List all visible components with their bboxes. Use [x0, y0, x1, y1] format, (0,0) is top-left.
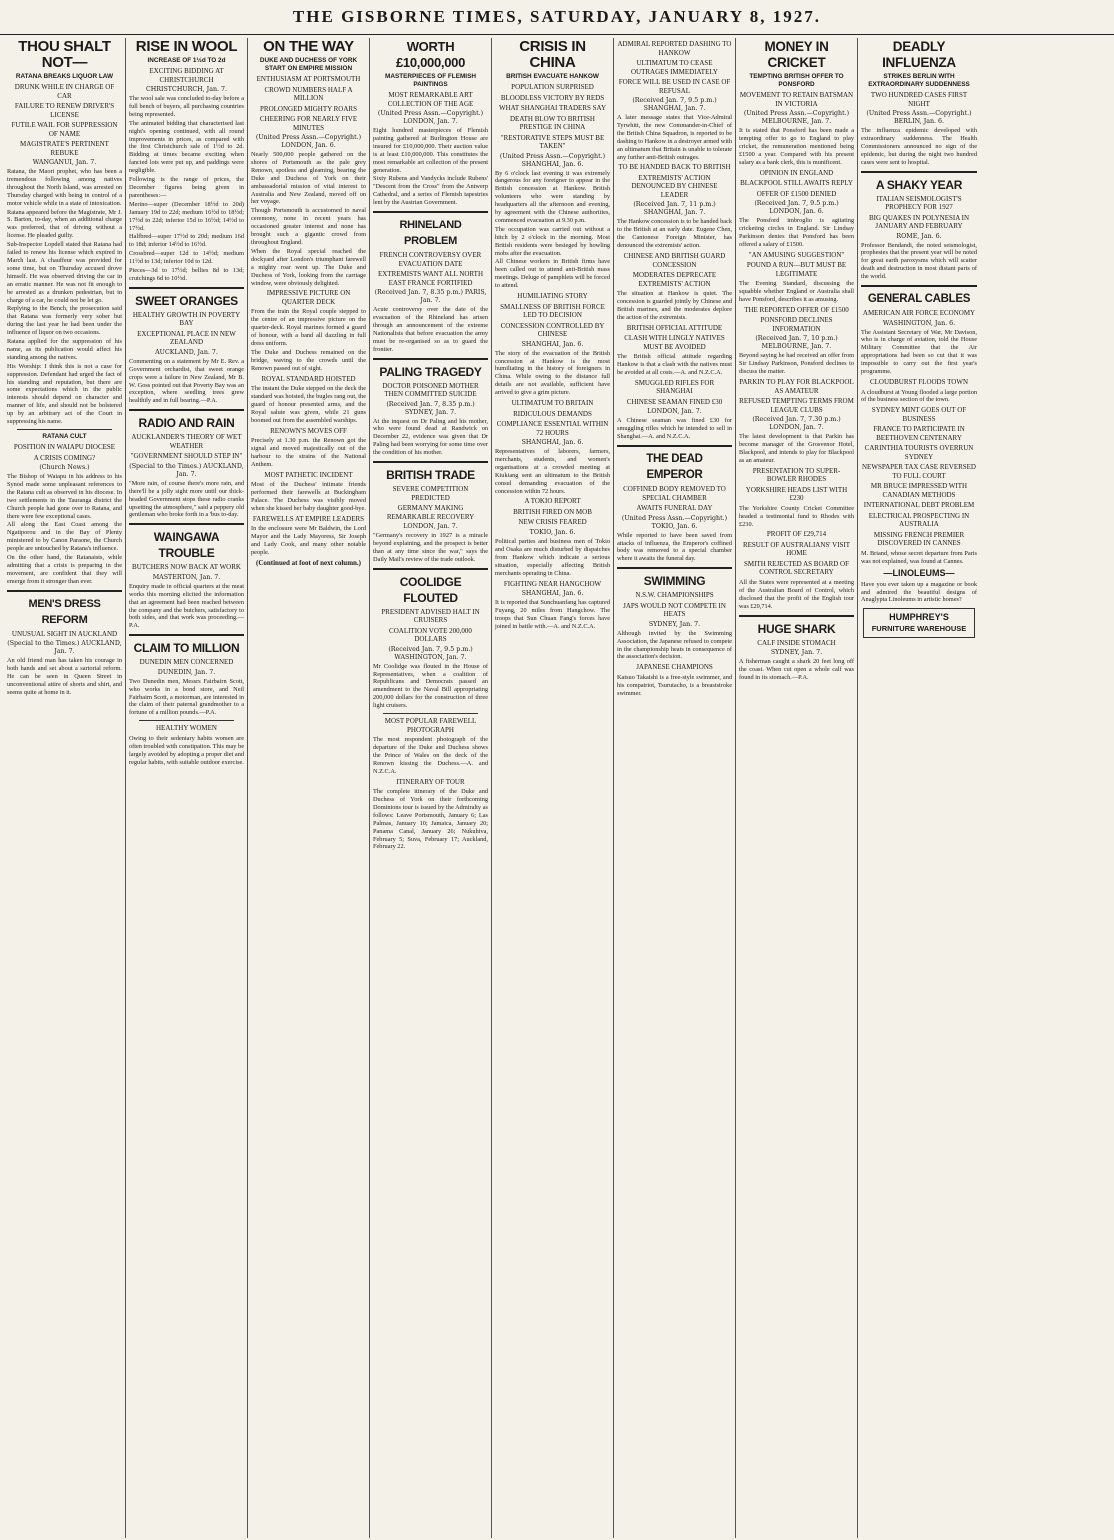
divider [739, 615, 854, 617]
headline: CLAIM TO MILLION [133, 641, 240, 656]
dateline: ROME, Jan. 6. [896, 232, 942, 240]
article-paragraph: It is reported that Sunchuanfang has captured Fuyang, 20 miles from Hangchow. The troops that Sun Chuan Fang's forces have joined in battle with.—A. and N.Z.C.A. [495, 599, 610, 630]
column-3 [248, 38, 370, 1538]
headline: ON THE WAY [263, 38, 354, 55]
deck: DUKE AND DUCHESS OF YORK START ON EMPIRE MISSION [259, 57, 358, 72]
article-paragraph: The story of the evacuation of the British concession at Hankow is the most humiliating in the history of foreigners in China. While owing to the distance full details are not available, sufficient have arrived to give a grim picture. [495, 349, 610, 397]
divider [861, 171, 977, 173]
article-paragraph: Enquiry made in official quarters at the meat works this morning elicited the information that an agreement had been reached between the company and the butchers, satisfactory to both sides, and that work was proceeding.—P.A. [129, 582, 244, 630]
article-paragraph: Ratana appeared before the Magistrate, Mr J. S. Barton, to-day, when an additional charge was preferred, that of driving without a license. He pleaded guilty. [7, 208, 122, 240]
deck: TEMPTING BRITISH OFFER TO PONSFORD [749, 73, 844, 88]
dateline: (Received Jan. 7, 9.5 p.m.) SHANGHAI, Jan. 7. [632, 97, 717, 112]
subheading: FUTILE WAIL FOR SUPPRESSION OF NAME [11, 121, 118, 138]
subheading: ADMIRAL REPORTED DASHING TO HANKOW [617, 40, 732, 57]
dateline: (Special to the Times.) AUCKLAND, Jan. 7. [7, 640, 122, 656]
headline: WAINGAWA TROUBLE [153, 530, 220, 561]
article-paragraph: The Evening Standard, discussing the squabble whether England or Australia shall have Ponsford, describes it as amusing. [739, 280, 854, 303]
subheading: BRITISH OFFICIAL ATTITUDE [626, 323, 723, 332]
article-paragraph: "Germany's recovery in 1927 is a miracle beyond explaining, and the prospect is better than at any time since the war," says the Daily Mail's review of the trade outlook. [373, 532, 488, 563]
subheading: CLASH WITH LINGLY NATIVES MUST BE AVOIDED [624, 334, 725, 351]
advertisement [863, 608, 975, 638]
subheading: POPULATION SURPRISED [511, 83, 594, 91]
article-paragraph: The Ponsford imbroglio is agitating cricketing circles in England. Sir Lindsay Parkinson denies that Ponsford has been offered a salary of £1500. [739, 217, 854, 248]
article-paragraph: By 6 o'clock last evening it was extremely dangerous for any foreigner to appear in the British concession at Hankow. British volunteers who were standing by headquarters all the afternoon and evening, by agreement with the Chinese authorities, commenced evacuation at 9.30 p.m. [495, 169, 610, 224]
deck: INCREASE OF 1½d TO 2d [147, 57, 226, 64]
headline: —LINOLEUMS— [883, 567, 955, 578]
article-paragraph: Have you ever taken up a magazine or book and admired the beautiful designs of Anaglypta Linoleums in artistic homes? [861, 580, 977, 604]
article-paragraph: Crossbred—super 12d to 14½d; medium 11½d to 13d; inferior 10d to 12d. [129, 250, 244, 266]
subheading: YORKSHIRE HEADS LIST WITH £230 [745, 485, 848, 503]
subheading: MISSING FRENCH PREMIER DISCOVERED IN CANNES [873, 530, 965, 548]
article-paragraph: The most respondent photograph of the departure of the Duke and Duchess shows the Prince of Wales on the deck of the Renown kissing the Duchess.—A. and N.Z.C.A. [373, 736, 488, 775]
advertiser-tagline: FURNITURE WAREHOUSE [871, 624, 967, 634]
article-paragraph: M. Briand, whose secret departure from Paris was not explained, was found at Cannes. [861, 549, 977, 565]
subheading: JAPANESE CHAMPIONS [636, 663, 713, 672]
headline: RHINELAND PROBLEM [399, 219, 462, 248]
subheading: BRITISH FIRED ON MOB [513, 507, 592, 516]
article-paragraph: The Assistant Secretary of War, Mr Davison, who is in charge of aviation, told the House Military Committee that the Air appropriations had been so cut that it was impossible to carry out the first year's programme. [861, 328, 977, 376]
subheading: MAGISTRATE'S PERTINENT REBUKE [20, 140, 109, 157]
column-5 [492, 38, 614, 1538]
subheading: COFFINED BODY REMOVED TO SPECIAL CHAMBER [623, 485, 726, 502]
subheading: RIDICULOUS DEMANDS [513, 409, 592, 418]
subheading: DRUNK WHILE IN CHARGE OF CAR [14, 83, 115, 100]
subheading: ITALIAN SEISMOLOGIST'S PROPHECY FOR 1927 [876, 194, 962, 212]
subheading: ULTIMATUM TO BRITAIN [511, 399, 594, 408]
article-paragraph: Most of the Duchess' intimate friends performed their farewells at Buckingham Palace. The Duchess was visibly moved when she kissed her baby daughter good-bye. [251, 481, 366, 513]
subheading: BLOODLESS VICTORY BY REDS [500, 93, 605, 102]
article-paragraph: At the inquest on Dr Paling and his mother, who were found dead at Randwick on December 22, evidence was given that Dr Paling had been worrying for some time over the condition of his mother. [373, 417, 488, 457]
subheading: CALF INSIDE STOMACH [757, 638, 836, 647]
article-paragraph: The complete itinerary of the Duke and Duchess of York on their forthcoming Dominions tour is issued by the Admiralty as follows: Leave Portsmouth, January 6; Las Palmas, January 10; Jamaica, January 20; Panama Canal, January 26; Nukuhiva, February 5; Suva, February 17; Auckland, February 22. [373, 788, 488, 851]
divider [373, 568, 488, 570]
dateline: WANGANUI, Jan. 7. [32, 159, 97, 166]
dateline: (Received Jan. 7, 9.5 p.m.) WASHINGTON, Jan. 7. [388, 645, 473, 661]
article-paragraph: A fisherman caught a shark 20 feet long off the coast. When cut open a whole calf was found in its stomach.—P.A. [739, 658, 854, 681]
subheading: HUMILIATING STORY [517, 292, 588, 301]
subheading: HEALTHY GROWTH IN POVERTY BAY [132, 310, 241, 328]
subheading: THE REPORTED OFFER OF £1500 [744, 305, 849, 314]
article-paragraph: Precisely at 1.30 p.m. the Renown got the signal and moved majestically out of the harbour to the strains of the National Anthem. [251, 437, 366, 468]
divider [17, 429, 112, 430]
subheading: FAREWELLS AT EMPIRE LEADERS [252, 514, 365, 523]
subheading: MOST PATHETIC INCIDENT [264, 470, 353, 479]
headline: MEN'S DRESS REFORM [28, 597, 101, 626]
article-paragraph: The Bishop of Waiapu in his address to his Synod made some unpleasant references to the Ratana cult as observed in his diocese. In two settlements in the Tauranga district the Church people had gone over to Ratana, and there were few exceptional cases. [7, 473, 122, 520]
subheading: NEWSPAPER TAX CASE REVERSED TO FULL COURT [862, 463, 976, 480]
subheading: SEVERE COMPETITION PREDICTED [392, 485, 469, 502]
subheading: SMITH REJECTED AS BOARD OF CONTROL SECRETARY [743, 559, 849, 577]
article-paragraph: The Duke and Duchess remained on the bridge, waving to the crowds until the Renown passed out of sight. [251, 348, 366, 372]
article-paragraph: An old friend man has taken his courage in both hands and set about a sartorial reform. He can be seen in Queen Street in unconventional attire of shorts and shirt, and seems quite at home in it. [7, 657, 122, 696]
subheading: CONCESSION CONTROLLED BY CHINESE [500, 321, 605, 339]
dateline: CHRISTCHURCH, Jan. 7. [145, 86, 228, 93]
subheading: NEW CRISIS FEARED [518, 518, 587, 527]
article-paragraph: Replying to the Bench, the prosecution said that Ratana was formerly very sober but during the last year he had been under the influence of liquor on two occasions. [7, 305, 122, 337]
article-paragraph: Eight hundred masterpieces of Flemish painting gathered at Burlington House are insured for £10,000,000. Their auction value is at least £10,000,000. This constitutes the most remarkable art collection of the present generation. [373, 127, 488, 174]
subheading: SMUGGLED RIFLES FOR SHANGHAI [634, 378, 715, 396]
article-paragraph: Sixty Rubens and Vandycks include Rubens' "Descent from the Cross" from the Antwerp Cathedral, and a series of Flemish tapestries lent by the Austrian Government. [373, 175, 488, 207]
subheading: N.S.W. CHAMPIONSHIPS [635, 591, 714, 600]
subheading: EXCEPTIONAL PLACE IN NEW ZEALAND [137, 329, 236, 347]
subheading: SMALLNESS OF BRITISH FORCE LED TO DECISION [500, 302, 605, 320]
subheading: PONSFORD DECLINES INFORMATION [760, 316, 833, 333]
subheading: BUTCHERS NOW BACK AT WORK [132, 563, 241, 572]
subheading: PARKIN TO PLAY FOR BLACKPOOL AS AMATEUR [739, 378, 854, 395]
dateline: SHANGHAI, Jan. 6. [521, 590, 584, 597]
subheading: MODERATES DEPRECATE EXTREMISTS' ACTION [632, 271, 717, 288]
subheading: "RESTORATIVE STEPS MUST BE TAKEN" [500, 133, 605, 150]
article-paragraph: Halfbred—super 17½d to 20d; medium 16d to 18d; inferior 14½d to 16½d. [129, 233, 244, 249]
subheading: CHINESE SEAMAN FINED £30 [626, 397, 723, 406]
divider [617, 567, 732, 569]
subheading: TWO HUNDRED CASES FIRST NIGHT [870, 91, 968, 108]
subheading: RENOWN'S MOVES OFF [270, 426, 347, 435]
article-paragraph: Though Portsmouth is accustomed to naval ceremony, none in recent years has occasioned greater interest and none has brought such a gigantic crowd from throughout England. [251, 207, 366, 246]
article-paragraph: Merino—super (December 18½d to 20d) January 19d to 22d; medium 16½d to 18½d; 17½d to 22d; inferior 15d to 16½d; 14½d to 17½d. [129, 200, 244, 232]
headline: SWIMMING [643, 574, 706, 589]
article-paragraph: On the other hand, the Ratanaists, while admitting that a crisis is preparing in the movement, are confident that they will emerge from it stronger than ever. [7, 554, 122, 585]
subheading: AUCKLANDER'S THEORY OF WET WEATHER [131, 433, 242, 450]
headline: THOU SHALT NOT— [18, 38, 111, 71]
dateline: (United Press Assn.—Copyright.) LONDON, Jan. 7. [377, 110, 484, 125]
divider [617, 445, 732, 447]
dateline: (Received Jan. 7, 9.5 p.m.) LONDON, Jan. 6. [754, 200, 839, 216]
article-paragraph: When the Royal special reached the dockyard after London's triumphant farewell a mighty roar went up. The Duke and Duchess of York, looking from the carriage window, were obviously delighted. [251, 247, 366, 287]
dateline: (Received Jan. 7, 11 p.m.) SHANGHAI, Jan. 7. [633, 201, 716, 217]
subheading: BLACKPOOL STILL AWAITS REPLY [740, 179, 853, 188]
article-paragraph: The wool sale was concluded to-day before a full bench of buyers, all purchasing countries being represented. [129, 95, 244, 118]
advertiser-name: HUMPHREY'S [889, 612, 949, 623]
subheading: REFUSED TEMPTING TERMS FROM LEAGUE CLUBS [739, 397, 854, 414]
subheading: ELECTRICAL PROSPECTING IN AUSTRALIA [868, 511, 970, 529]
article-paragraph: Following is the range of prices, the December figures being given in parentheses:— [129, 176, 244, 199]
subheading: ITINERARY OF TOUR [396, 777, 465, 786]
deck: RATANA BREAKS LIQUOR LAW [15, 73, 114, 80]
article-paragraph: From the train the Royal couple stepped to the centre of an impressive picture on the quarter-deck. Royal marines formed a guard of honour, with a band all dazzling in full dress uniform. [251, 308, 366, 348]
subheading: EXTREMISTS' ACTION DENOUNCED BY CHINESE LEADER [631, 173, 718, 199]
subheading: PRESENTATION TO SUPER-BOWLER RHODES [752, 466, 841, 484]
dateline: SHANGHAI, Jan. 6. [521, 439, 584, 447]
article-paragraph: The instant the Duke stepped on the deck the standard was hoisted, the bugles rang out, the guard of honour presented arms, and the Royal salute was given, while 21 guns boomed out from the assembled warships. [251, 385, 366, 424]
dateline: WASHINGTON, Jan. 6. [882, 319, 956, 327]
divider [139, 720, 234, 721]
headline: THE DEAD EMPEROR [646, 453, 703, 482]
dateline: SYDNEY, Jan. 7. [648, 620, 701, 628]
article-paragraph: In the enclosure were Mr Baldwin, the Lord Mayor and the Lady Mayoress, Sir Joseph and Lady Cook, and many other notable people. [251, 525, 366, 557]
subheading: COALITION VOTE 200,000 DOLLARS [389, 626, 472, 644]
dateline: SYDNEY, Jan. 7. [770, 649, 823, 657]
article-paragraph: The influenza epidemic developed with extraordinary suddenness. The Health Commissioners announced no sign of the epidemic, but during the night two hundred cases were sent to hospital. [861, 127, 977, 166]
continued-note: (Continued at foot of next column.) [256, 559, 361, 568]
headline: A SHAKY YEAR [875, 177, 963, 192]
subheading: FAILURE TO RENEW DRIVER'S LICENSE [14, 102, 115, 119]
dateline: (Church News.) [39, 464, 90, 471]
headline: COOLIDGE FLOUTED [399, 574, 462, 605]
column-2 [126, 38, 248, 1538]
masthead [0, 0, 1114, 35]
subheading: AMERICAN AIR FORCE ECONOMY [862, 309, 976, 318]
article-paragraph: A Chinese seaman was fined £30 for smuggling rifles which he intended to sell in Shanghai.—A. and N.Z.C.A. [617, 417, 732, 441]
article-paragraph: It is stated that Ponsford has been made a tempting offer to go to England to play cricket, the remuneration mentioned being £1500 a year. Compared with his present salary as a bank clerk, this is munificent. [739, 127, 854, 166]
headline: DEADLY INFLUENZA [882, 39, 956, 70]
subheading: MOST REMARKABLE ART COLLECTION OF THE AGE [387, 91, 474, 108]
subheading: JAPS WOULD NOT COMPETE IN HEATS [623, 601, 726, 619]
headline: SWEET ORANGES [135, 293, 238, 308]
subheading: OPINION IN ENGLAND [759, 168, 834, 177]
headline: RADIO AND RAIN [138, 416, 235, 431]
article-paragraph: Nearly 500,000 people gathered on the shores of Portsmouth as the pale grey Renown, spotless and gleaming, bearing the Duke and Duchess of York on their ambassadorial mission of vital interest to Australia and New Zealand, moved off on her voyage. [251, 151, 366, 206]
column-4 [370, 38, 492, 1538]
divider [373, 358, 488, 360]
article-paragraph: Katsuo Takaishi is a free-style swimmer, and his compatriot, Tsurutacho, is a breaststroke swimmer. [617, 673, 732, 697]
headline: MONEY IN CRICKET [764, 39, 829, 70]
article-paragraph: His Worship: I think this is not a case for suppression. Defendant had urged the fact of his standing and reputation, but there are some expectations which in the public interests should depend on character and manner of life, and should not be bolstered up by an arbitrary act of the Court in suppressing his name. [7, 362, 122, 426]
subheading: A TOKIO REPORT [524, 497, 581, 506]
subheading: CROWD NUMBERS HALF A MILLION [264, 85, 353, 102]
subheading: FORCE WILL BE USED IN CASE OF REFUSAL [618, 78, 731, 95]
subheading: EXTREMISTS WANT ALL NORTH EAST FRANCE FORTIFIED [377, 270, 484, 287]
article-paragraph: A cloudburst at Young flooded a large portion of the business section of the town. [861, 388, 977, 404]
divider [373, 461, 488, 463]
headline: RISE IN WOOL [135, 38, 238, 55]
subheading: FRENCH CONTROVERSY OVER EVACUATION DATE [379, 251, 482, 268]
article-paragraph: Mr Coolidge was flouted in the House of Representatives, when a coalition of Republicans and Democrats passed an amendment to the Naval Bill appropriating 200,000 dollars for the construction of three light cruisers. [373, 662, 488, 710]
dateline: (United Press Assn.—Copyright.) SHANGHAI, Jan. 6. [499, 152, 606, 168]
article-paragraph: Ratana, the Maori prophet, who has been a tremendous following among natives throughout the North Island, was arrested on Thursday charged with being in control of a motor vehicle while in a state of intoxication. [7, 168, 122, 207]
newspaper-columns [4, 38, 1110, 1538]
subheading: MR BRUCE IMPRESSED WITH CANADIAN METHODS [870, 482, 968, 499]
article-paragraph: The animated bidding that characterised last night's opening continued, with all round improvements in prices, as compared with the first Christchurch sale of 1½d to 2d. Bidding at times became exciting when fancied lots were put up, and paddings were negligible. [129, 119, 244, 175]
divider [373, 211, 488, 213]
subheading: SYDNEY MINT GOES OUT OF BUSINESS [871, 406, 967, 423]
article-paragraph: The British official attitude regarding Hankow is that a clash with the natives must be avoided at all costs.—A. and N.Z.C.A. [617, 353, 732, 376]
headline: BRITISH TRADE [386, 468, 475, 483]
article-paragraph: All the States were represented at a meeting of the Australian Board of Control, which disclosed that the profit of the English tour was £29,714. [739, 578, 854, 610]
subheading: MOVEMENT TO RETAIN BATSMAN IN VICTORIA [739, 91, 854, 108]
article-paragraph: While reported to have been saved from attacks of influenza, the Emperor's coffined body was removed to a special chamber where it awaits the funeral day. [617, 531, 732, 563]
column-7 [736, 38, 858, 1538]
dateline: TOKIO, Jan. 6. [529, 528, 576, 536]
subheading: DEATH BLOW TO BRITISH PRESTIGE IN CHINA [510, 114, 595, 131]
subheading: BIG QUAKES IN POLYNESIA IN JANUARY AND FEBRUARY [868, 213, 970, 231]
subheading: "AN AMUSING SUGGESTION" [748, 250, 845, 259]
article-paragraph: Beyond saying he had received an offer from Sir Lindsay Parkinson, Ponsford declines to discuss the matter. [739, 352, 854, 376]
divider [129, 409, 244, 411]
article-paragraph: Pieces—3d to 17½d; bellies 8d to 13d; crutchings 6d to 10½d. [129, 267, 244, 282]
dateline: (United Press Assn.—Copyright.) LONDON, Jan. 6. [255, 134, 362, 149]
subheading: RESULT OF AUSTRALIANS' VISIT HOME [742, 540, 851, 558]
dateline: (Special to the Times.) AUCKLAND, Jan. 7. [129, 462, 244, 478]
deck: STRIKES BERLIN WITH EXTRAORDINARY SUDDENNESS [868, 73, 970, 88]
article-paragraph: The situation at Hankow is quiet. The concession is guarded jointly by Chinese and British marines, and the moderates deplore the action of the extremists. [617, 290, 732, 321]
article-paragraph: Sub-Inspector Lopdell stated that Ratana had failed to renew his license which expired in March last. A chauffeur was provided for some time, but on Thursday accused drove himself. He was observed driving the car in an erratic manner. He was not fit enough to be arrested as a drunken pedestrian, but in charge of a car, he could not be let go. [7, 241, 122, 304]
divider [129, 523, 244, 525]
dateline: DUNEDIN, Jan. 7. [157, 668, 216, 676]
divider [383, 713, 478, 714]
article-paragraph: Two Dunedin men, Messrs Fairbairn Scott, who works in a bond store, and Neil Fairbairn Scott, a motorman, are interested in the claim of their paternal grandmother to a fortune of a million pounds.—P.A. [129, 677, 244, 717]
headline: PALING TRAGEDY [379, 364, 482, 379]
subheading: PROFIT OF £29,714 [766, 530, 827, 539]
dateline: LONDON, Jan. 7. [403, 523, 458, 531]
subheading: EXCITING BIDDING AT CHRISTCHURCH [149, 67, 224, 84]
subheading: CLOUDBURST FLOODS TOWN [869, 378, 968, 386]
article-paragraph: Representatives of laborers, farmers, merchants, students, and women's organisations at a crowded meeting at Kiukiang sent an ultimatum to the British consul demanding evacuation of the concession within 72 hours. [495, 448, 610, 495]
subheading: FRANCE TO PARTICIPATE IN BEETHOVEN CENTENARY [873, 425, 965, 442]
article-paragraph: The occupation was carried out without a hitch by 2 o'clock in the morning. Most British residents were besieged by howling mobs after the evacuation. [495, 225, 610, 257]
article-paragraph: All Chinese workers in British firms have been called out to attend anti-British mass meetings. Deluge of pamphlets will be forced to attend. [495, 258, 610, 290]
headline: WORTH £10,000,000 [396, 39, 465, 70]
subheading: A CRISIS COMING? [33, 453, 96, 462]
headline: RATANA CULT [42, 433, 87, 440]
divider [861, 285, 977, 287]
dateline: (Received Jan. 7, 7.30 p.m.) LONDON, Jan. 7. [752, 416, 841, 432]
divider [129, 287, 244, 289]
subheading: ULTIMATUM TO CEASE OUTRAGES IMMEDIATELY [631, 59, 718, 76]
dateline: SHANGHAI, Jan. 6. [521, 340, 584, 348]
deck: MASTERPIECES OF FLEMISH PAINTINGS [385, 73, 476, 88]
subheading: COMPLIANCE ESSENTIAL WITHIN 72 HOURS [496, 420, 609, 437]
subheading: DOCTOR POISONED MOTHER THEN COMMITTED SUICIDE [382, 381, 479, 398]
subheading: CHEERING FOR NEARLY FIVE MINUTES [259, 115, 358, 132]
subheading: "GOVERNMENT SHOULD STEP IN" [130, 452, 243, 461]
newspaper-title: THE GISBORNE TIMES, SATURDAY, JANUARY 8, 1927. [292, 7, 822, 26]
deck: BRITISH EVACUATE HANKOW [506, 73, 599, 80]
dateline: (Received Jan. 7, 10 p.m.) MELBOURNE, Jan. 7. [755, 335, 838, 351]
subheading: MOST POPULAR FAREWELL PHOTOGRAPH [384, 717, 477, 734]
column-1 [4, 38, 126, 1538]
subheading: TO BE HANDED BACK TO BRITISH [618, 163, 731, 172]
divider [7, 590, 122, 592]
subheading: HEALTHY WOMEN [156, 724, 217, 733]
dateline: (Received Jan. 7, 8.35 p.m.) PARIS, Jan. 7. [374, 289, 487, 305]
subheading: OFFER OF £1500 DENIED [756, 189, 837, 198]
subheading: DUNEDIN MEN CONCERNED [139, 658, 234, 667]
subheading: CARINTHIA TOURISTS OVERRUN SYDNEY [864, 444, 974, 461]
article-paragraph: The Hankow concession is to be handed back to the British at an early date. Eugene Chen, the Cantonese Foreign Minister, has denounced the extremists' action. [617, 218, 732, 250]
subheading: GERMANY MAKING REMARKABLE RECOVERY [386, 504, 475, 521]
subheading: ENTHUSIASM AT PORTSMOUTH [256, 75, 361, 83]
article-paragraph: All along the East Coast among the Ngatiporou and in the Bay of Plenty ministered to by Canon Paraone, the Church people are untouched by Ratana's influence. [7, 521, 122, 553]
article-paragraph: Political parties and business men of Tokio and Osaka are much disturbed by dispatches from Hankow which indicate a serious situation, especially affecting British merchants operating in China. [495, 537, 610, 577]
subheading: WHAT SHANGHAI TRADERS SAY [498, 104, 607, 112]
subheading: INTERNATIONAL DEBT PROBLEM [863, 501, 975, 510]
subheading: PROLONGED MIGHTY ROARS [260, 104, 357, 113]
subheading: CHINESE AND BRITISH GUARD CONCESSION [623, 252, 726, 269]
headline: GENERAL CABLES [867, 293, 971, 306]
subheading: POUND A RUN—BUT MUST BE LEGITIMATE [746, 261, 847, 278]
subheading: PRESIDENT ADVISED HALT IN CRUISERS [381, 607, 480, 625]
column-8 [858, 38, 980, 1538]
dateline: (Received Jan. 7, 8.35 p.m.) SYDNEY, Jan. 7. [386, 400, 475, 416]
article-paragraph: Professor Bendandi, the noted seismologist, prophesies that the present year will be noted for great earth paroxysms which will scatter death and destruction in most distant parts of the world. [861, 241, 977, 281]
headline: HUGE SHARK [757, 621, 836, 636]
column-6 [614, 38, 736, 1538]
article-paragraph: Although invited by the Swimming Association, the Japanese refused to compete in the championship heats in consequence of the association's decision. [617, 629, 732, 661]
article-paragraph: Commenting on a statement by Mr E. Rev. a Government orchardist, that sweet orange crops were a failure in New Zealand, Mr B. W. Goss pointed out that Poverty Bay was an exception, where seedling trees grew healthily and in full bearing.—P.A. [129, 357, 244, 405]
article-paragraph: "More rain, of course there's more rain, and there'll be a jolly sight more until our thick-headed Government stops these radio cranks upsetting the atmosphere," said a peppery old gentleman who broke forth in a 'bus to-day. [129, 479, 244, 519]
dateline: LONDON, Jan. 7. [647, 408, 702, 416]
article-paragraph: The latest development is that Parkin has become manager of the Grosvenor Hotel, Blackpool, and intends to play for Blackpool as an amateur. [739, 433, 854, 464]
article-paragraph: Acute controversy over the date of the evacuation of the Rhineland has arisen through an announcement of the extreme Nationalists that before evacuation the army must be re-organised so as to guard the frontier. [373, 306, 488, 353]
subheading: POSITION IN WAIAPU DIOCESE [13, 443, 116, 451]
subheading: UNUSUAL SIGHT IN AUCKLAND [11, 629, 118, 638]
subheading: AWAITS FUNERAL DAY [636, 504, 713, 513]
subheading: FIGHTING NEAR HANGCHOW [503, 579, 602, 588]
divider [129, 634, 244, 636]
subheading: IMPRESSIVE PICTURE ON QUARTER DECK [266, 289, 351, 306]
dateline: AUCKLAND, Jan. 7. [155, 348, 218, 356]
dateline: (United Press Assn.—Copyright.) MELBOURNE, Jan. 7. [743, 110, 850, 125]
subheading: ROYAL STANDARD HOISTED [261, 374, 356, 383]
article-paragraph: Ratana applied for the suppression of his name, as its publication would affect his standing among the natives. [7, 338, 122, 361]
article-paragraph: Owing to their sedentary habits women are often troubled with constipation. This may be largely avoided by adopting a proper diet and regular habits, with suitable outdoor exercise. [129, 734, 244, 766]
dateline: MASTERTON, Jan. 7. [152, 573, 221, 581]
dateline: (United Press Assn.—Copyright.) TOKIO, Jan. 6. [621, 514, 728, 530]
article-paragraph: A later message states that Vice-Admiral Tyrwhitt, the new Commander-in-Chief of the British China Squadron, is reported to be dashing to Hankow in a destroyer armed with an ultimatum that Britain is unable to tolerate any further anti-British outrages. [617, 114, 732, 161]
dateline: (United Press Assn.—Copyright.) BERLIN, Jan. 6. [866, 110, 972, 125]
article-paragraph: The Yorkshire County Cricket Committee headed a testimonial fund to Rhodes with £230. [739, 504, 854, 528]
headline: CRISIS IN CHINA [519, 38, 586, 71]
